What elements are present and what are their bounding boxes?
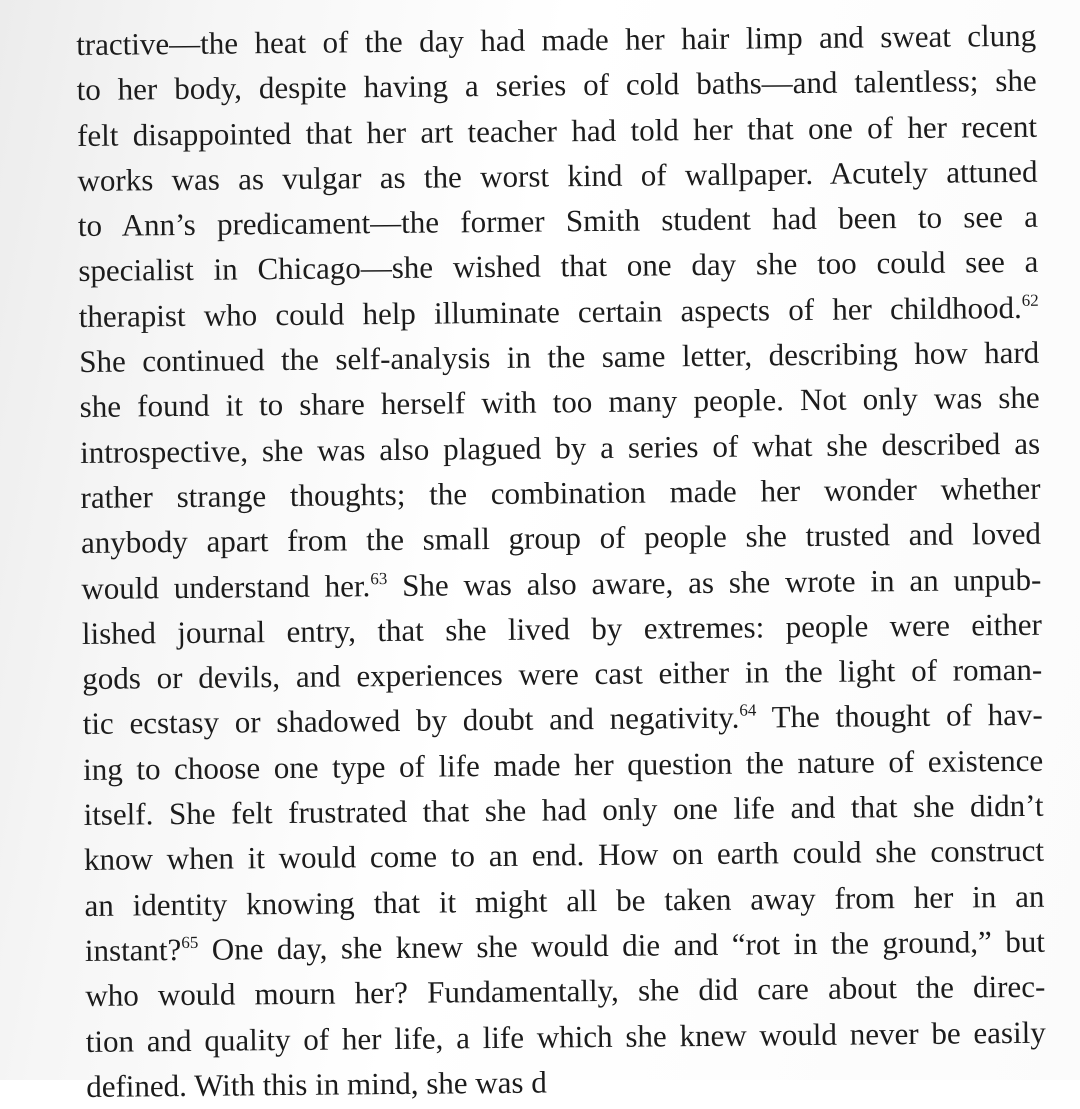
text-line: introspective, she was also plagued by a series of what she described as [79, 425, 1041, 470]
text-line: she found it to share herself with too many people. Not only was she [79, 380, 1040, 425]
footnote-marker: 63 [370, 568, 388, 588]
text-line: She continued the self-analysis in the same letter, describing how hard [79, 334, 1040, 380]
text-line: anybody apart from the small group of people she trusted and loved [80, 516, 1042, 561]
text-line: tractive—the heat of the day had made her hair limp and sweat clung [76, 17, 1037, 62]
text-line: tion and quality of her life, a life which she knew would never be easily [85, 1014, 1046, 1059]
text-line: gods or devils, and experiences were cast either in the light of roman- [82, 651, 1043, 697]
text-line: would understand her.$^{63}$ She was also aware, as she wrote in an unpub- [81, 561, 1042, 606]
text-line: works was as vulgar as the worst kind of wallpaper. Acutely attuned [77, 153, 1038, 198]
text-line: an identity knowing that it might all be taken away from her in an [84, 878, 1045, 923]
footnote-marker: 62 [1021, 290, 1039, 310]
body-text [76, 13, 1046, 1109]
text-line: therapist who could help illuminate certain aspects of her childhood.$^{62}$ [78, 289, 1039, 334]
text-line: know when it would come to an end. How on earth could she construct [83, 833, 1045, 878]
text-line: felt disappointed that her art teacher had told her that one of her recent [76, 108, 1038, 153]
footnote-marker: 64 [739, 700, 757, 721]
text-line: instant?$^{65}$ One day, she knew she would die and “rot in the ground,” but [84, 923, 1046, 968]
text-line: lished journal entry, that she lived by extremes: people were either [81, 606, 1042, 651]
text-line: defined. With this in mind, she was d [86, 1064, 547, 1104]
text-line: who would mourn her? Fundamentally, she did care about the direc- [85, 968, 1046, 1014]
text-line: specialist in Chicago—she wished that one day she too could see a [78, 244, 1039, 289]
text-line: itself. She felt frustrated that she had only one life and that she didn’t [83, 787, 1044, 833]
text-line: to her body, despite having a series of cold baths—and talentless; she [76, 63, 1037, 108]
text-line: to Ann’s predicament—the former Smith student had been to see a [77, 198, 1039, 244]
text-line: tic ecstasy or shadowed by doubt and negativity.$^{64}$ The thought of hav- [82, 697, 1043, 742]
text-line: rather strange thoughts; the combination made her wonder whether [80, 470, 1041, 515]
text-line: ing to choose one type of life made her question the nature of existence [83, 742, 1044, 787]
footnote-marker: 65 [181, 932, 199, 952]
